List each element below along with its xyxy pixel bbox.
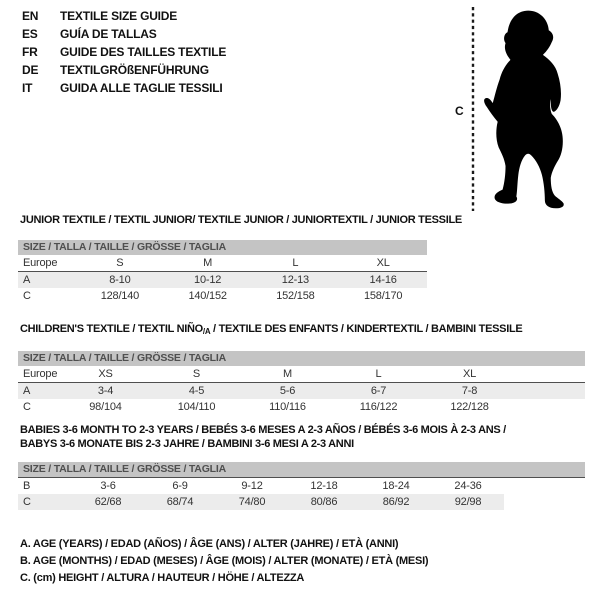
- table-cell: XS: [60, 366, 151, 383]
- table-row: [18, 288, 427, 304]
- table-cell: C: [23, 401, 31, 413]
- table-cell: 24-36: [454, 480, 482, 492]
- table-cell: 80/86: [288, 494, 360, 510]
- table-cell: 158/170: [363, 290, 403, 302]
- table-cell: Europe: [18, 255, 76, 272]
- table-cell: 7-8: [424, 383, 515, 400]
- table-cell: 104/110: [177, 401, 216, 413]
- height-dashed-line-icon: [471, 7, 475, 211]
- language-row-es: [22, 25, 226, 43]
- language-code: EN: [22, 9, 39, 23]
- table-cell: 3-6: [100, 480, 116, 492]
- children-size-header: SIZE / TALLA / TAILLE / GRÖSSE / TAGLIA: [18, 351, 585, 366]
- language-code: IT: [22, 81, 33, 95]
- language-row-de: [22, 61, 226, 79]
- table-row: [18, 272, 427, 289]
- children-section-title: [18, 322, 585, 339]
- guide-title-it: GUIDA ALLE TAGLIE TESSILI: [60, 81, 223, 95]
- children-title-part: CHILDREN'S TEXTILE / TEXTIL NIÑO: [20, 323, 203, 335]
- junior-size-table: [18, 255, 427, 304]
- babies-section: [18, 423, 585, 510]
- table-row: [18, 478, 585, 494]
- guide-title-en: TEXTILE SIZE GUIDE: [60, 9, 178, 23]
- language-code: DE: [22, 63, 39, 77]
- table-cell: S: [151, 366, 242, 383]
- table-cell: 9-12: [241, 480, 263, 492]
- height-measure-figure: [452, 4, 598, 214]
- babies-title-line1: BABIES 3-6 MONTH TO 2-3 YEARS / BEBÉS 3-6 MESES A 2-3 AÑOS / BÉBÉS 3-6 MOIS À 2-3 ANS /: [20, 424, 506, 436]
- table-cell: 86/92: [360, 494, 432, 510]
- table-cell: 12-18: [310, 480, 338, 492]
- table-cell: 3-4: [60, 383, 151, 400]
- table-cell: 6-7: [333, 383, 424, 400]
- table-cell: 98/104: [89, 401, 122, 413]
- table-cell: C: [18, 494, 72, 510]
- table-row: [18, 383, 585, 400]
- table-cell: 128/140: [100, 290, 140, 302]
- table-cell: XL: [339, 255, 427, 272]
- table-cell: 68/74: [144, 494, 216, 510]
- children-title-part: / TEXTILE DES ENFANTS / KINDERTEXTIL / BAMBINI TESSILE: [210, 323, 523, 335]
- table-cell: C: [23, 290, 31, 302]
- table-row: [18, 494, 585, 510]
- junior-size-header: SIZE / TALLA / TAILLE / GRÖSSE / TAGLIA: [18, 240, 427, 255]
- table-cell: 116/122: [359, 401, 398, 413]
- language-list: [22, 7, 226, 97]
- table-cell: 12-13: [252, 272, 340, 289]
- babies-title-line2: BABYS 3-6 MONATE BIS 2-3 JAHRE / BAMBINI 3-6 MESI A 2-3 ANNI: [20, 438, 354, 450]
- children-size-table: [18, 366, 585, 415]
- table-cell: 140/152: [188, 290, 227, 302]
- table-cell: 62/68: [72, 494, 144, 510]
- table-filler-cell: [504, 478, 585, 494]
- note-age-years: A. AGE (YEARS) / EDAD (AÑOS) / ÂGE (ANS) / ALTER (JAHRE) / ETÀ (ANNI): [20, 538, 399, 550]
- table-cell: 4-5: [151, 383, 242, 400]
- language-row-en: [22, 7, 226, 25]
- table-filler-cell: [515, 383, 585, 400]
- table-cell: Europe: [18, 366, 60, 383]
- table-filler-cell: [504, 494, 585, 510]
- note-height-cm: C. (cm) HEIGHT / ALTURA / HAUTEUR / HÖHE / ALTEZZA: [20, 572, 305, 584]
- height-c-label: C: [455, 104, 464, 118]
- table-cell: 74/80: [216, 494, 288, 510]
- table-cell: 92/98: [432, 494, 504, 510]
- table-cell: 14-16: [339, 272, 427, 289]
- table-filler-cell: [515, 366, 585, 383]
- children-section: [18, 322, 585, 415]
- legend-notes: [20, 536, 428, 587]
- table-cell: XL: [424, 366, 515, 383]
- table-filler-cell: [515, 399, 585, 415]
- guide-title-de: TEXTILGRÖßENFÜHRUNG: [60, 63, 209, 77]
- table-row: [18, 366, 585, 383]
- junior-section-title: JUNIOR TEXTILE / TEXTIL JUNIOR/ TEXTILE JUNIOR / JUNIORTEXTIL / JUNIOR TESSILE: [20, 214, 462, 226]
- babies-section-title: [18, 423, 585, 451]
- table-cell: 18-24: [382, 480, 410, 492]
- babies-size-table: [18, 478, 585, 510]
- table-cell: L: [252, 255, 340, 272]
- baby-silhouette-icon: [478, 4, 596, 212]
- table-cell: M: [242, 366, 333, 383]
- table-cell: 6-9: [172, 480, 188, 492]
- table-cell: L: [333, 366, 424, 383]
- table-cell: 110/116: [269, 401, 306, 413]
- table-row: [18, 255, 427, 272]
- table-cell: 8-10: [76, 272, 164, 289]
- guide-title-fr: GUIDE DES TAILLES TEXTILE: [60, 45, 227, 59]
- table-cell: A: [18, 272, 76, 289]
- table-cell: M: [164, 255, 252, 272]
- note-age-months: B. AGE (MONTHS) / EDAD (MESES) / ÂGE (MOIS) / ALTER (MONATE) / ETÀ (MESI): [20, 555, 429, 567]
- table-cell: 152/158: [276, 290, 315, 302]
- table-cell: 10-12: [164, 272, 252, 289]
- babies-size-header: SIZE / TALLA / TAILLE / GRÖSSE / TAGLIA: [18, 462, 585, 478]
- table-row: [18, 399, 585, 415]
- table-cell: B: [23, 480, 31, 492]
- guide-title-es: GUÍA DE TALLAS: [60, 27, 157, 41]
- table-cell: S: [76, 255, 164, 272]
- table-cell: A: [18, 383, 60, 400]
- children-title-subscript: /A: [202, 327, 211, 336]
- language-row-it: [22, 79, 226, 97]
- language-code: ES: [22, 27, 38, 41]
- table-cell: 5-6: [242, 383, 333, 400]
- language-code: FR: [22, 45, 38, 59]
- language-row-fr: [22, 43, 226, 61]
- table-cell: 122/128: [450, 401, 489, 413]
- junior-section: [18, 213, 462, 304]
